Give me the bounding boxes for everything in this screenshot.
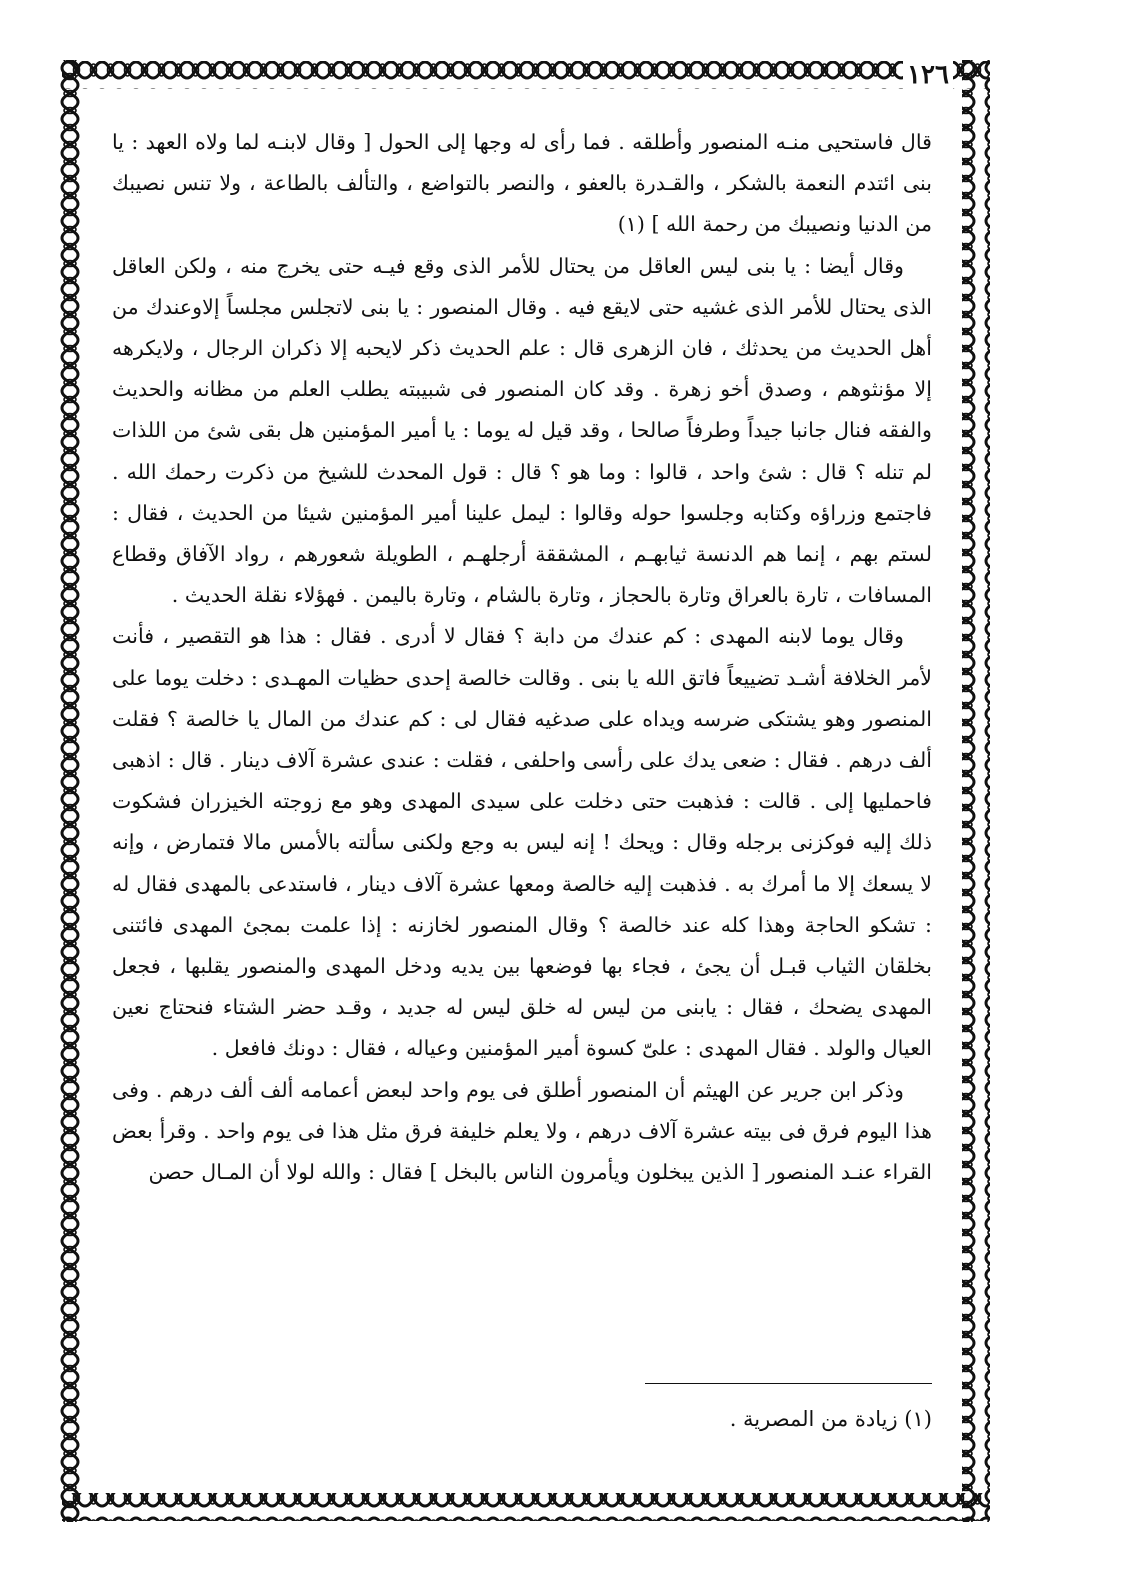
border-bottom	[62, 1493, 988, 1521]
border-top	[62, 61, 988, 89]
paragraph-4: وذكر ابن جرير عن الهيثم أن المنصور أطلق فى يوم واحد لبعض أعمامه ألف ألف درهم . وفى هذا اليوم فرق فى بيته عشرة آلاف درهم ، ولا يعلم خليفة فرق مثل هذا فى يوم واحد . وقرأ بعض القراء عنـد المنصور [ الذين يبخلون ويأمرون الناس بالبخل ] فقال : والله لولا أن المـال حصن	[112, 1077, 932, 1185]
border-left	[60, 60, 88, 1522]
paragraph-2: وقال أيضا : يا بنى ليس العاقل من يحتال للأمر الذى وقع فيـه حتى يخرج منه ، ولكن العاقل الذى يحتال للأمر الذى غشيه حتى لايقع فيه . وقال المنصور : يا بنى لاتجلس مجلساً إلاوعندك من أهل الحديث من يحدثك ، فان الزهرى قال : علم الحديث ذكر لايحبه إلا ذكران الرجال ، ولايكرهه إلا مؤنثوهم ، وصدق أخو زهرة . وقد كان المنصور فى شبيبته يطلب العلم من مظانه والحديث والفقه فنال جانبا جيداً وطرفاً صالحا ، وقد قيل له يوما : يا أمير المؤمنين هل بقى شئ من اللذات لم تنله ؟ قال : شئ واحد ، قالوا : وما هو ؟ قال : قول المحدث للشيخ من ذكرت رحمك الله . فاجتمع وزراؤه وكتابه وجلسوا حوله وقالوا : ليمل علينا أمير المؤمنين شيئا من الحديث ، فقال : لستم بهم ، إنما هم الدنسة ثيابهـم ، المشققة أرجلهـم ، الطويلة شعورهم ، رواد الآفاق وقطاع المسافات ، تارة بالعراق وتارة بالحجاز ، وتارة بالشام ، وتارة باليمن . فهؤلاء نقلة الحديث .	[112, 253, 932, 608]
border-right	[962, 60, 990, 1522]
paragraph-1: قال فاستحيى منـه المنصور وأطلقه . فما رأى له وجها إلى الحول [ وقال لابنـه لما ولاه العهد : يا بنى ائتدم النعمة بالشكر ، والقـدرة بالعفو ، والنصر بالتواضع ، والتألف بالطاعة ، ولا تنس نصيبك من الدنيا ونصيبك من رحمة الله ] (١)	[112, 130, 932, 237]
page-number: ١٢٦	[903, 58, 953, 92]
footnote: (١) زيادة من المصرية .	[729, 1407, 932, 1431]
paragraph-3: وقال يوما لابنه المهدى : كم عندك من دابة ؟ فقال لا أدرى . فقال : هذا هو التقصير ، فأنت لأمر الخلافة أشـد تضييعاً فاتق الله يا بنى . وقالت خالصة إحدى حظيات المهـدى : دخلت يوما على المنصور وهو يشتكى ضرسه ويداه على صدغيه فقال لى : كم عندك من المال يا خالصة ؟ فقلت ألف درهم . فقال : ضعى يدك على رأسى واحلفى ، فقلت : عندى عشرة آلاف دينار . قال : اذهبى فاحمليها إلى . قالت : فذهبت حتى دخلت على سيدى المهدى وهو مع زوجته الخيزران فشكوت ذلك إليه فوكزنى برجله وقال : ويحك ! إنه ليس به وجع ولكنى سألته بالأمس مالا فتمارض ، وإنه لا يسعك إلا ما أمرك به . فذهبت إليه خالصة ومعها عشرة آلاف دينار ، فاستدعى بالمهدى فقال له : تشكو الحاجة وهذا كله عند خالصة ؟ وقال المنصور لخازنه : إذا علمت بمجئ المهدى فائتنى بخلقان الثياب قبـل أن يجئ ، فجاء بها فوضعها بين يديه ودخل المهدى والمنصور يقلبها ، فجعل المهدى يضحك ، فقال : يابنى من ليس له خلق ليس له جديد ، وقـد حضر الشتاء فنحتاج نعين العيال والولد . فقال المهدى : علىّ كسوة أمير المؤمنين وعياله ، فقال : دونك فافعل .	[112, 624, 932, 1061]
body-text	[112, 122, 932, 1462]
footnote-divider	[645, 1383, 932, 1384]
